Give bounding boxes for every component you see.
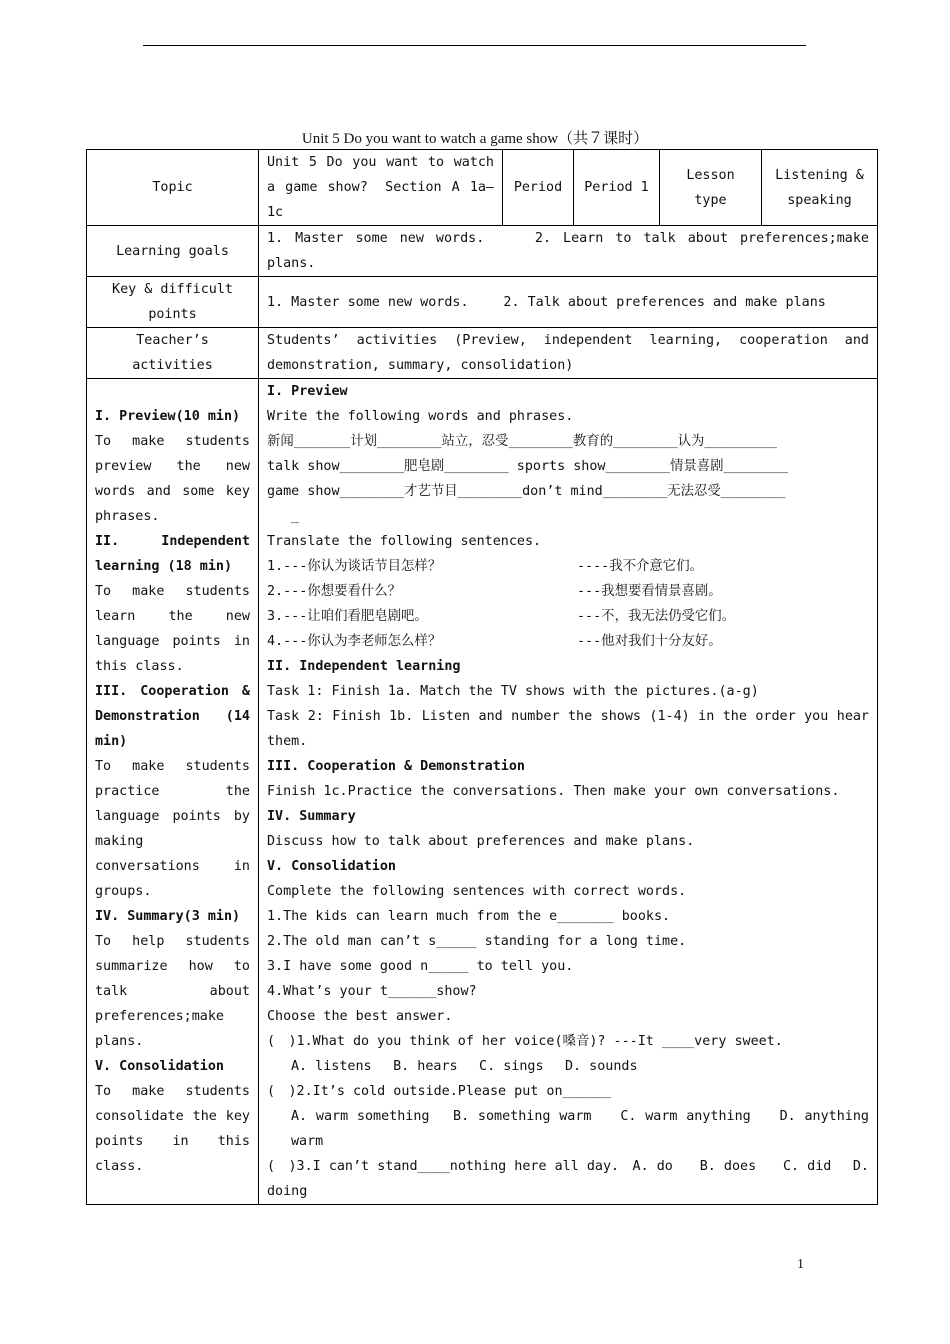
- key-points-row: [87, 277, 878, 328]
- topic-row: [87, 150, 878, 226]
- teacher-text-preview: To make students preview the new words and some key phrases.: [95, 434, 250, 524]
- teacher-text-summary: To help students summarize how to talk about preferences;make plans.: [95, 934, 250, 1049]
- teacher-text-cooperation: To make students practice the language points by making conversations in groups.: [95, 759, 250, 899]
- mc-question-2: ( )2.It’s cold outside.Please put on______: [267, 1084, 611, 1099]
- consolidation-heading: V. Consolidation: [267, 859, 396, 874]
- choose-instruction: Choose the best answer.: [267, 1009, 453, 1024]
- teacher-heading-independent: II. Independent learning (18 min): [95, 534, 250, 574]
- teacher-activities-column: [87, 379, 259, 1205]
- summary-heading: IV. Summary: [267, 809, 356, 824]
- translate-instruction: Translate the following sentences.: [267, 534, 542, 549]
- task-1: Task 1: Finish 1a. Match the TV shows with the pictures.(a-g): [267, 684, 759, 699]
- mc-question-1-options: A. listens B. hears C. sings D. sounds: [291, 1059, 638, 1074]
- key-points-value: 1. Master some new words. 2. Talk about preferences and make plans: [259, 277, 878, 328]
- period-value: Period 1: [574, 150, 660, 226]
- teacher-heading-consolidation: V. Consolidation: [95, 1059, 224, 1074]
- lesson-type-value: Listening & speaking: [762, 150, 878, 226]
- activities-header-row: [87, 328, 878, 379]
- translation-item: [267, 554, 869, 579]
- teacher-heading-preview: I. Preview(10 min): [95, 409, 241, 424]
- learning-goals-value: 1. Master some new words. 2. Learn to talk about preferences;make plans.: [259, 226, 878, 277]
- complete-sentence: 1.The kids can learn much from the e_______ books.: [267, 909, 671, 924]
- cooperation-heading: III. Cooperation & Demonstration: [267, 759, 525, 774]
- header-rule: [143, 45, 806, 46]
- period-label: Period: [503, 150, 574, 226]
- complete-instruction: Complete the following sentences with correct words.: [267, 884, 687, 899]
- complete-sentence: 3.I have some good n_____ to tell you.: [267, 959, 574, 974]
- vocab-line: _: [291, 509, 300, 524]
- translation-answer: ---他对我们十分友好。: [577, 634, 722, 649]
- preview-heading: I. Preview: [267, 384, 348, 399]
- translation-item: [267, 579, 869, 604]
- learning-goals-row: [87, 226, 878, 277]
- translation-item: [267, 604, 869, 629]
- teacher-text-consolidation: To make students consolidate the key points in this class.: [95, 1084, 250, 1174]
- task-2: Task 2: Finish 1b. Listen and number the shows (1-4) in the order you hear them.: [267, 709, 869, 749]
- teacher-heading-cooperation: III. Cooperation & Demonstration (14 min): [95, 684, 250, 749]
- teacher-activities-label: Teacher’s activities: [87, 328, 259, 379]
- translation-question: 2.---你想要看什么？: [267, 584, 402, 599]
- vocab-line: talk show________肥皂剧________ sports show________情景喜剧________: [267, 459, 789, 474]
- key-points-label: Key & difficult points: [87, 277, 259, 328]
- complete-sentence: 2.The old man can’t s_____ standing for a long time.: [267, 934, 687, 949]
- lesson-plan-table: [86, 149, 878, 1205]
- translation-question: 4.---你认为李老师怎么样？: [267, 634, 442, 649]
- translation-question: 1.---你认为谈话节目怎样？: [267, 559, 442, 574]
- preview-instruction: Write the following words and phrases.: [267, 409, 574, 424]
- learning-goals-label: Learning goals: [87, 226, 259, 277]
- mc-question-1: ( )1.What do you think of her voice(嗓音)? ---It ____very sweet.: [267, 1034, 783, 1049]
- cooperation-text: Finish 1c.Practice the conversations. Then make your own conversations.: [267, 784, 840, 799]
- summary-text: Discuss how to talk about preferences and make plans.: [267, 834, 695, 849]
- mc-question-2-options: A. warm something B. something warm C. warm anything D. anything warm: [291, 1109, 869, 1149]
- translation-answer: ---不，我无法仍受它们。: [577, 609, 736, 624]
- translation-answer: ----我不介意它们。: [577, 559, 703, 574]
- vocab-line: game show________才艺节目________don’t mind________无法忍受________: [267, 484, 786, 499]
- topic-label: Topic: [87, 150, 259, 226]
- vocab-line: 新闻_______计划________站立，忍受________教育的________认为_________: [267, 434, 777, 449]
- translation-question: 3.---让咱们看肥皂剧吧。: [267, 609, 428, 624]
- topic-value: Unit 5 Do you want to watch a game show? Section A 1a—1c: [259, 150, 503, 226]
- page-number: 1: [797, 1257, 804, 1272]
- teacher-heading-summary: IV. Summary(3 min): [95, 909, 241, 924]
- student-activities-column: [259, 379, 878, 1205]
- mc-question-3: ( )3.I can’t stand____nothing here all day. A. do B. does C. did D. doing: [267, 1159, 869, 1199]
- complete-sentence: 4.What’s your t______show?: [267, 984, 477, 999]
- lesson-type-label: Lesson type: [660, 150, 762, 226]
- document-title: Unit 5 Do you want to watch a game show（共７课时）: [301, 131, 649, 147]
- student-activities-label: Students’ activities (Preview, independent learning, cooperation and demonstration, summary, consolidation): [259, 328, 878, 379]
- activities-body-row: [87, 379, 878, 1205]
- translation-answer: ---我想要看情景喜剧。: [577, 584, 722, 599]
- independent-heading: II. Independent learning: [267, 659, 461, 674]
- translation-item: [267, 629, 869, 654]
- teacher-text-independent: To make students learn the new language points in this class.: [95, 584, 250, 674]
